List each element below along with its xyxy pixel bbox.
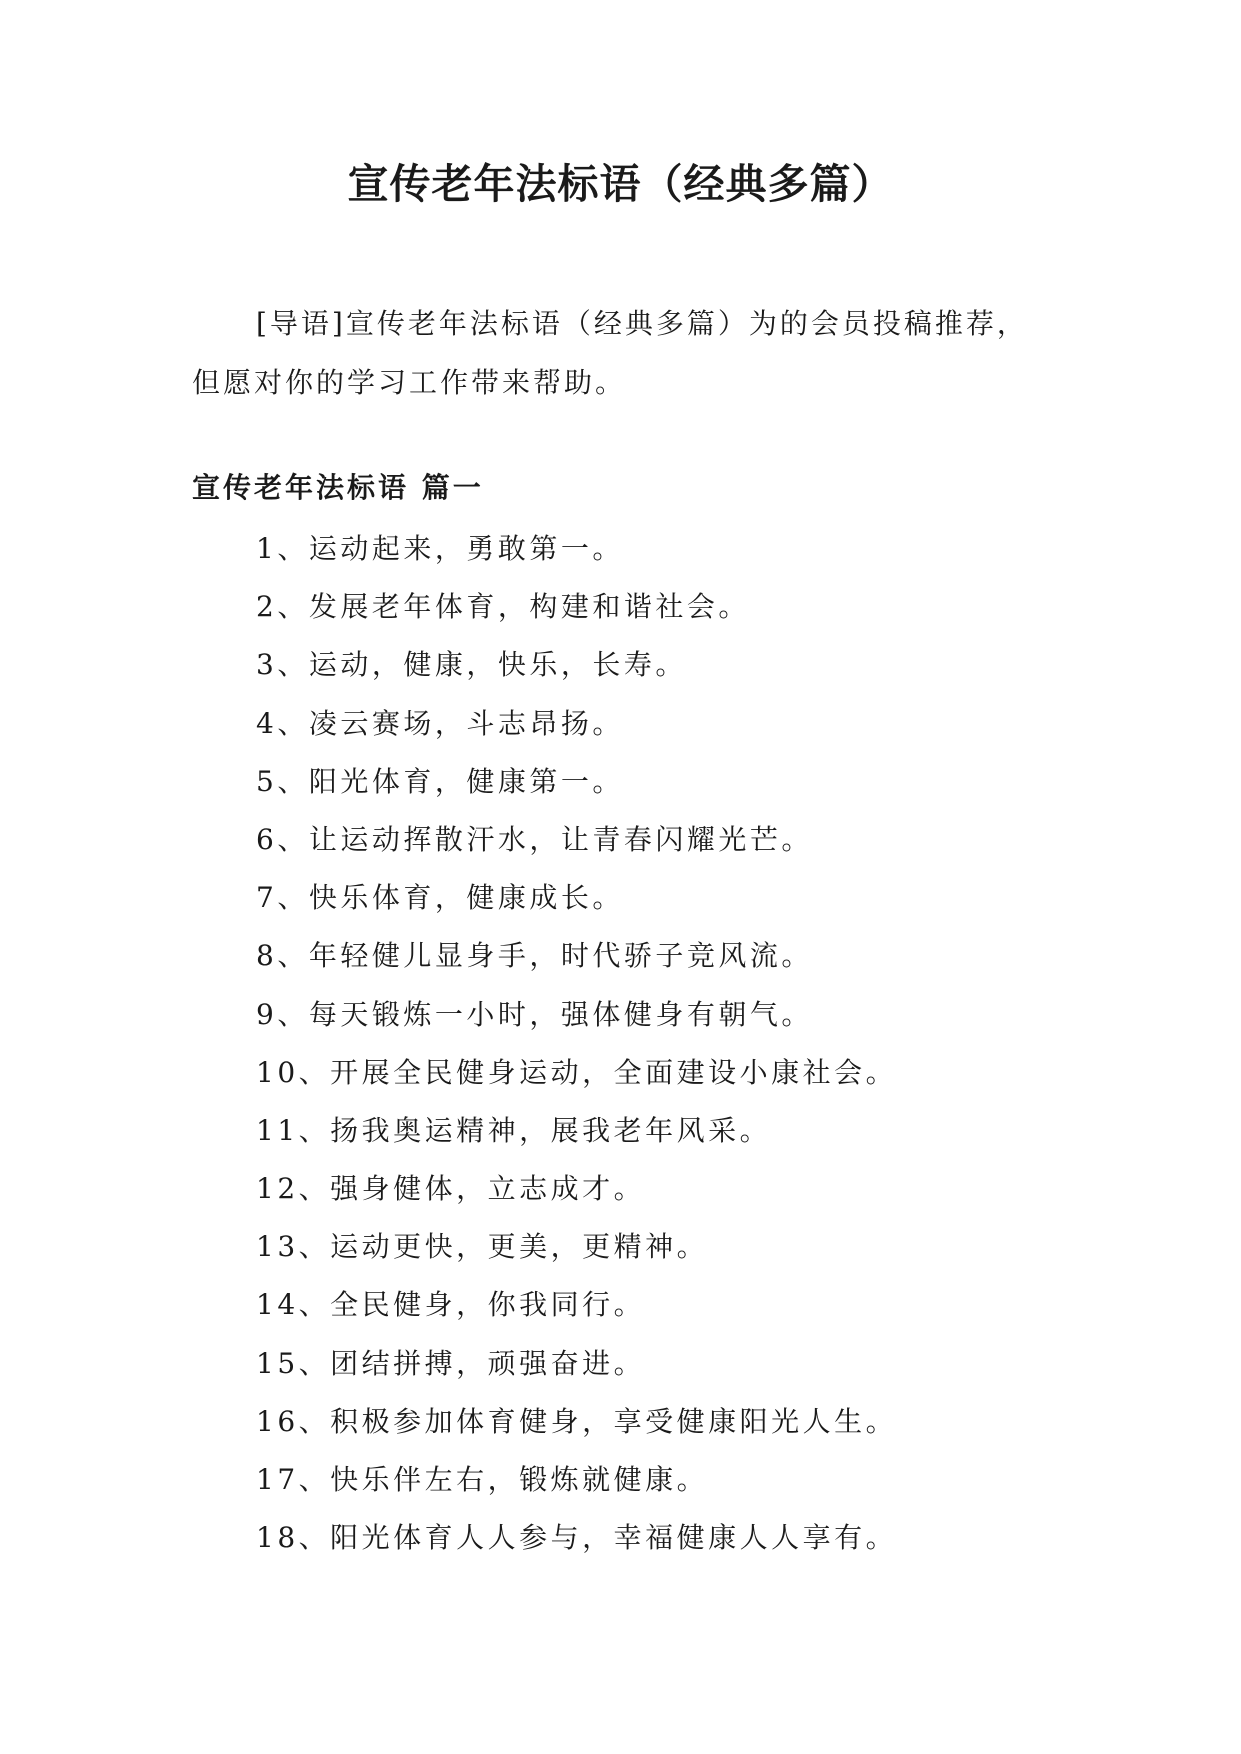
slogan-item: 2、发展老年体育，构建和谐社会。 (256, 590, 750, 624)
slogan-item: 5、阳光体育，健康第一。 (256, 764, 624, 798)
slogan-item: 3、运动，健康，快乐，长寿。 (256, 648, 687, 682)
intro-line-1: [导语]宣传老年法标语（经典多篇）为的会员投稿推荐， (256, 307, 1028, 340)
section-heading: 宣传老年法标语 篇一 (192, 471, 484, 504)
document-title: 宣传老年法标语（经典多篇） (347, 160, 894, 208)
slogan-item: 7、快乐体育，健康成长。 (256, 881, 624, 915)
slogan-item: 14、全民健身，你我同行。 (256, 1288, 646, 1322)
slogan-item: 15、团结拼搏，顽强奋进。 (256, 1346, 646, 1380)
slogan-item: 8、年轻健儿显身手，时代骄子竞风流。 (256, 939, 813, 973)
slogan-item: 4、凌云赛场，斗志昂扬。 (256, 706, 624, 740)
slogan-item: 6、让运动挥散汗水，让青春闪耀光芒。 (256, 822, 813, 856)
intro-line-2: 但愿对你的学习工作带来帮助。 (192, 366, 627, 399)
intro-paragraph (192, 294, 1072, 412)
slogan-item: 9、每天锻炼一小时，强体健身有朝气。 (256, 997, 813, 1031)
slogan-item: 17、快乐伴左右，锻炼就健康。 (256, 1463, 709, 1496)
slogan-item: 18、阳光体育人人参与，幸福健康人人享有。 (256, 1521, 898, 1555)
slogan-item: 11、扬我奥运精神，展我老年风采。 (256, 1113, 772, 1147)
slogan-item: 13、运动更快，更美，更精神。 (256, 1230, 709, 1264)
slogan-item: 1、运动起来，勇敢第一。 (256, 532, 624, 565)
slogan-item: 10、开展全民健身运动，全面建设小康社会。 (256, 1055, 898, 1089)
slogan-item: 12、强身健体，立志成才。 (256, 1172, 646, 1206)
slogan-item: 16、积极参加体育健身，享受健康阳光人生。 (256, 1404, 898, 1438)
slogan-list (256, 527, 897, 1574)
